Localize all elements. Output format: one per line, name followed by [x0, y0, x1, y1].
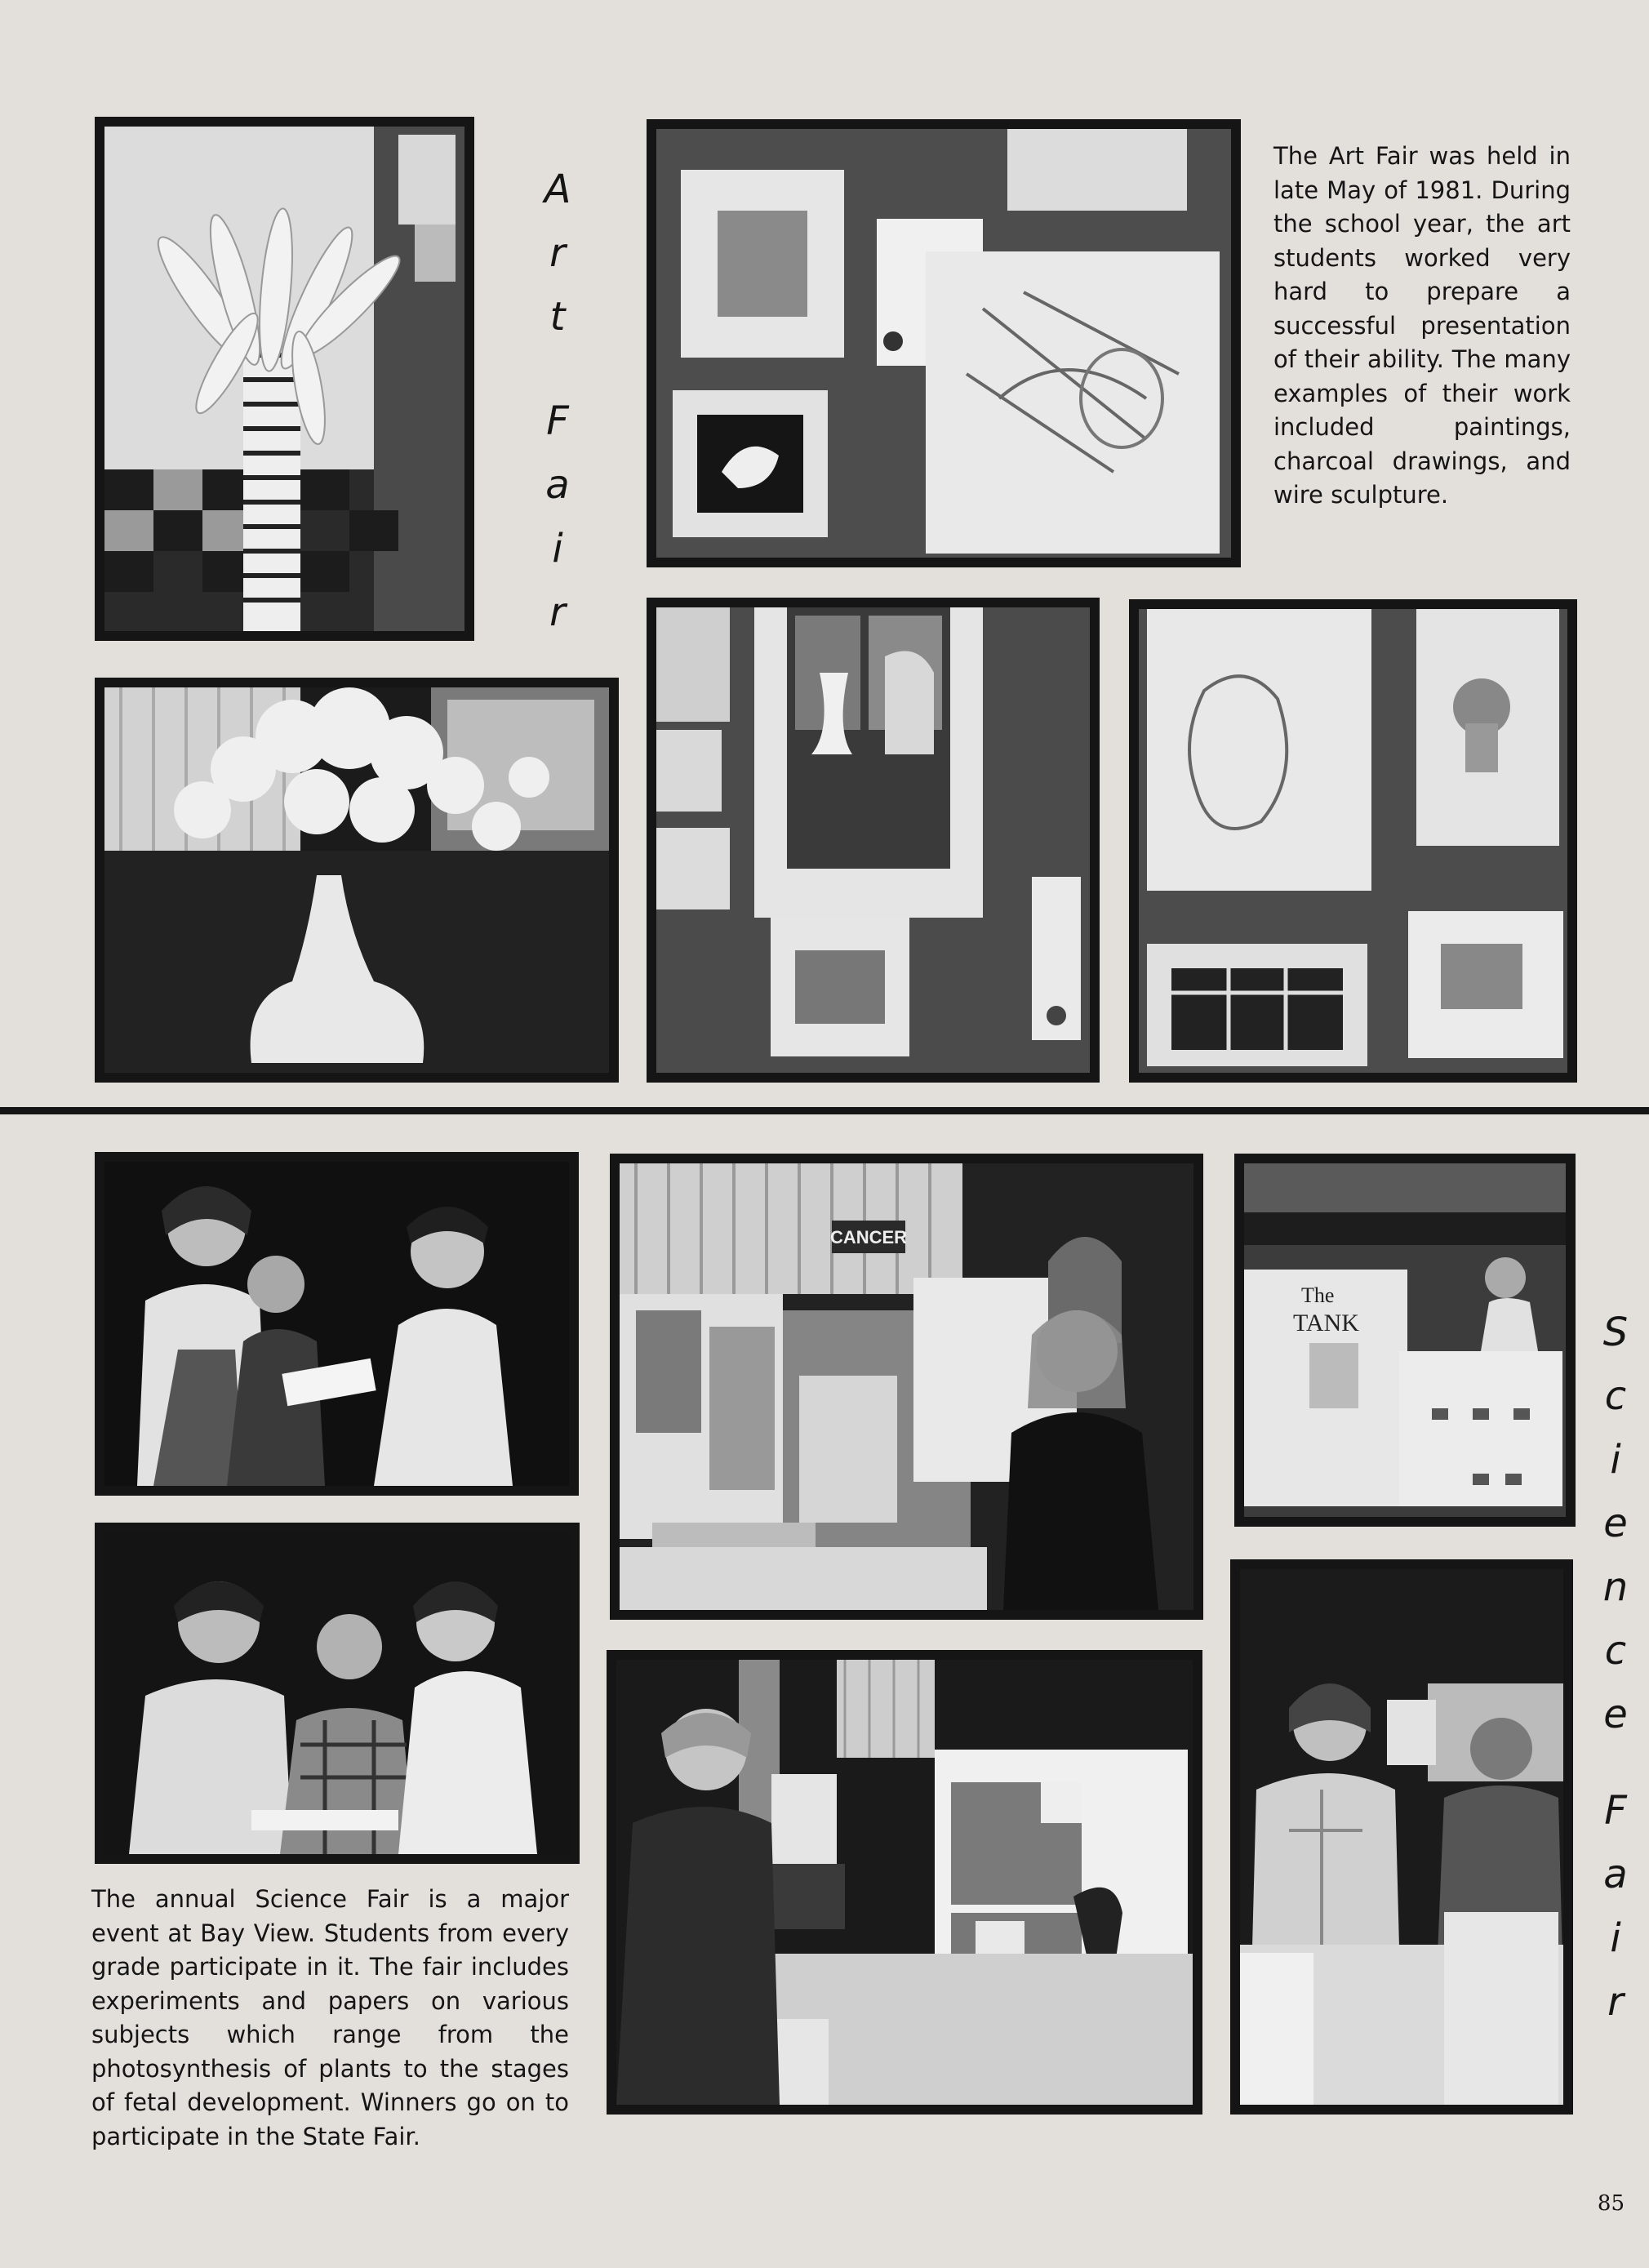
tank-exhibit-image	[1244, 1163, 1566, 1517]
title-letter: a	[545, 462, 570, 508]
photo-teachers-reviewing	[95, 1523, 580, 1864]
title-letter: A	[544, 167, 571, 212]
title-letter: n	[1602, 1564, 1629, 1610]
photo-art-display-board	[647, 119, 1241, 567]
title-letter: r	[549, 589, 566, 635]
title-letter: i	[1610, 1437, 1621, 1483]
visitor-exhibits-image	[1240, 1569, 1563, 2105]
wire-palm-image	[104, 127, 464, 631]
title-letter: c	[1604, 1373, 1627, 1419]
title-letter: i	[1610, 1915, 1621, 1961]
title-letter: r	[549, 230, 566, 276]
photo-ceramic-tree-sculpture	[95, 678, 619, 1083]
photo-cancer-exhibit	[610, 1154, 1203, 1620]
ceramic-tree-image	[104, 687, 609, 1073]
title-letter: r	[1607, 1979, 1624, 2025]
title-letter: a	[1603, 1852, 1628, 1897]
title-letter: e	[1603, 1692, 1628, 1737]
title-letter: F	[1604, 1788, 1627, 1834]
page-number: 85	[1597, 2191, 1625, 2216]
cancer-exhibit-image	[620, 1163, 1193, 1610]
art-fair-caption: The Art Fair was held in late May of 1981. During the school year, the art students worked very hard to prepare a successful presentation of their ability. The many examples of their work included paintings, charcoal drawings, and wire sculpture.	[1273, 142, 1571, 509]
art-board-image	[656, 129, 1231, 558]
photo-students-conversation	[95, 1152, 579, 1496]
photo-visitor-at-exhibits	[1230, 1559, 1573, 2115]
title-letter: S	[1602, 1310, 1629, 1355]
photo-wire-palm-sculpture	[95, 117, 474, 641]
science-fair-vertical-title	[1587, 1310, 1644, 2046]
tank-sign-line1: The	[1301, 1283, 1335, 1307]
cancer-sign-text: CANCER	[829, 1227, 908, 1247]
photo-microscope-exhibit	[607, 1650, 1202, 2115]
microscope-exhibit-image	[616, 1660, 1193, 2105]
title-letter: t	[549, 294, 566, 340]
art-fair-vertical-title	[529, 167, 586, 656]
title-gap	[529, 361, 586, 402]
science-fair-caption: The annual Science Fair is a major event at Bay View. Students from every grade participate in it. The fair includes experiments and papers on various subjects which range from the photosynthesis of plants to the stages of fetal development. Winners go on to participate in the State Fair.	[91, 1885, 569, 2150]
photo-tank-exhibit	[1234, 1154, 1576, 1527]
tank-sign-line2: TANK	[1293, 1310, 1359, 1336]
title-letter: i	[552, 526, 563, 571]
photo-art-display-still-life	[647, 598, 1100, 1083]
photo-art-display-drawings	[1129, 599, 1577, 1083]
title-letter: c	[1604, 1628, 1627, 1674]
section-divider	[0, 1107, 1649, 1114]
title-gap	[1587, 1759, 1644, 1791]
title-letter: F	[546, 398, 569, 444]
title-letter: e	[1603, 1501, 1628, 1546]
students-conversation-image	[104, 1162, 569, 1486]
teachers-reviewing-image	[104, 1532, 570, 1854]
still-life-display-image	[656, 607, 1090, 1073]
drawings-display-image	[1139, 609, 1567, 1073]
